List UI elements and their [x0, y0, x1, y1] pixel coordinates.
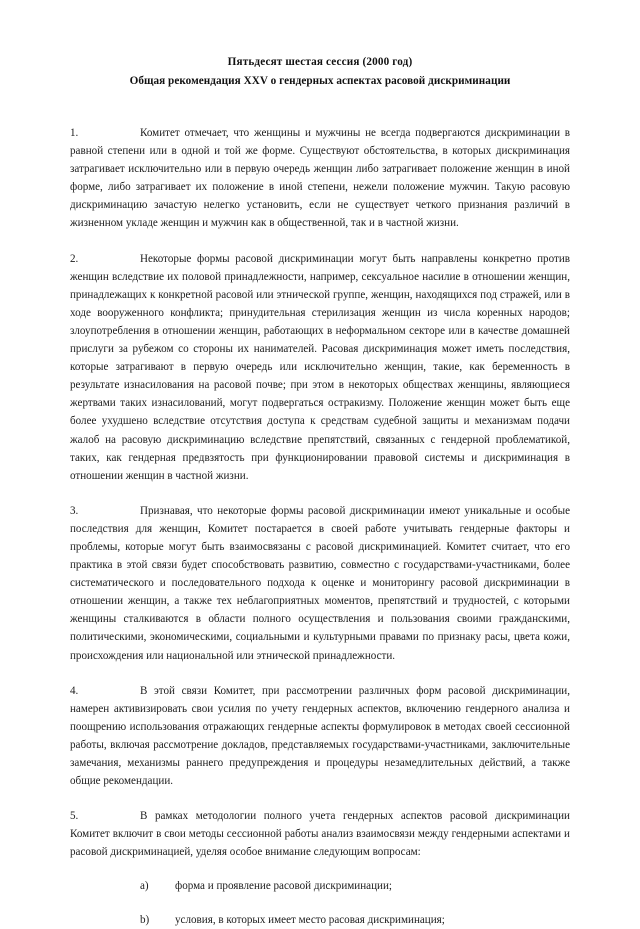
- paragraph-1: [70, 124, 570, 233]
- paragraph-2: [70, 250, 570, 485]
- document-title: [70, 53, 570, 90]
- list-item-text-a: форма и проявление расовой дискриминации;: [175, 880, 392, 893]
- paragraph-3: [70, 502, 570, 665]
- title-line-recommendation: Общая рекомендация XXV о гендерных аспектах расовой дискриминации: [129, 75, 511, 87]
- paragraph-5-number: 5.: [70, 810, 79, 823]
- list-item-text-b: условия, в которых имеет место расовая дискриминация;: [175, 913, 445, 926]
- document-body: [70, 0, 570, 929]
- list-item-marker-a: a): [140, 880, 149, 893]
- paragraph-2-text: Некоторые формы расовой дискриминации могут быть направлены конкретно против женщин вследствие их половой принадлежности, например, сексуальное насилие в отношении женщин, принадлежащих к конкретной расовой или этнической группе, женщин, находящихся под стражей, или в ходе вооруженного конфликта; принудительная стерилизация женщин из числа коренных народов; злоупотребления в отношении женщин, работающих в неформальном секторе или в качестве домашней прислуги за рубежом со стороны их нанимателей. Расовая дискриминация может иметь последствия, которые затрагивают в первую очередь или исключительно женщин, такие, как беременность в результате изнасилования на расовой почве; при этом в некоторых обществах женщины, являющиеся жертвами таких изнасилований, могут подвергаться остракизму. Положение женщин может быть еще более ухудшено вследствие отсутствия доступа к средствам судебной защиты и механизмам подачи жалоб на расовую дискриминацию вследствие препятствий, связанных с гендерной проблематикой, таких, как гендерная предвзятость при функционировании правовой системы и дискриминация в отношении женщин в частной жизни.: [70, 252, 570, 482]
- paragraph-4-number: 4.: [70, 684, 79, 697]
- paragraph-4: [70, 682, 570, 791]
- title-line-session: Пятьдесят шестая сессия (2000 год): [227, 56, 413, 68]
- list-item: [70, 877, 570, 895]
- paragraph-3-text: Признавая, что некоторые формы расовой дискриминации имеют уникальные и особые последствия для женщин, Комитет постарается в своей работе учитывать гендерные факторы и проблемы, которые могут быть взаимосвязаны с расовой дискриминацией. Комитет считает, что его практика в этой связи будет способствовать развитию, совместно с государствами-участниками, более систематического и последовательного подхода к оценке и мониторингу расовой дискриминации в отношении женщин, а также тех неблагоприятных моментов, препятствий и трудностей, с которыми женщины сталкиваются в области полного осуществления и пользования своими гражданскими, политическими, экономическими, социальными и культурными правами по признаку расы, цвета кожи, происхождения или национальной или этнической принадлежности.: [70, 504, 570, 662]
- paragraph-3-number: 3.: [70, 504, 79, 517]
- list-item-marker-b: b): [140, 913, 150, 926]
- paragraph-4-text: В этой связи Комитет, при рассмотрении различных форм расовой дискриминации, намерен активизировать свои усилия по учету гендерных аспектов, включению гендерного анализа и поощрению использования отражающих гендерные аспекты формулировок в методах своей сессионной работы, включая рассмотрение докладов, представляемых государствами-участниками, заключительные замечания, механизмы раннего предупреждения и процедуры незамедлительных действий, а также общие рекомендации.: [70, 684, 570, 788]
- list-item: [70, 911, 570, 929]
- paragraph-1-text: Комитет отмечает, что женщины и мужчины не всегда подвергаются дискриминации в равной степени или в одной и той же форме. Существуют обстоятельства, в которых дискриминация затрагивает исключительно или в первую очередь женщин либо затрагивает положение женщин в иной форме, либо затрагивает их положение в иной степени, нежели положение мужчин. Такую расовую дискриминацию зачастую нелегко установить, если не существует четкого признания различий в жизненном укладе женщин и мужчин как в общественной, так и в частной жизни.: [70, 127, 570, 230]
- paragraph-5: [70, 807, 570, 861]
- paragraph-5-text: В рамках методологии полного учета гендерных аспектов расовой дискриминации Комитет включит в свои методы сессионной работы анализ взаимосвязи между гендерными аспектами и расовой дискриминацией, уделяя особое внимание следующим вопросам:: [70, 810, 570, 859]
- paragraph-2-number: 2.: [70, 252, 79, 265]
- paragraph-1-number: 1.: [70, 127, 79, 139]
- sub-list: [70, 877, 570, 928]
